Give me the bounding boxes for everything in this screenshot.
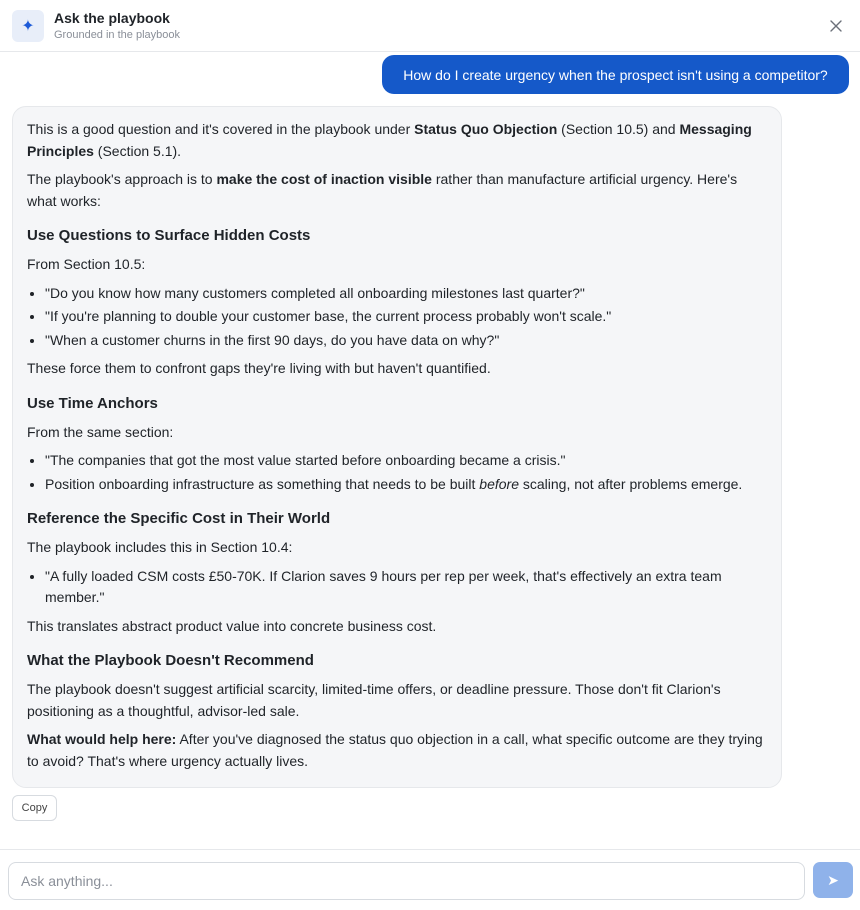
assistant-message bbox=[12, 106, 782, 788]
send-icon: ➤ bbox=[827, 871, 839, 888]
panel-title: Ask the playbook bbox=[54, 10, 170, 26]
send-button[interactable] bbox=[813, 862, 853, 898]
section-body: The playbook doesn't suggest artificial scarcity, limited-time offers, or deadline pressure. Those don't fit Clarion's positioning as a thoughtful, advisor-led sale. bbox=[27, 681, 721, 719]
list-item: • "If you're planning to double your customer base, the current process probably won't scale." bbox=[45, 306, 767, 328]
section-heading: What the Playbook Doesn't Recommend bbox=[27, 652, 314, 669]
answer-intro: This is a good question and it's covered in the playbook under Status Quo Objection (Section 10.5) and Messaging Principles (Section 5.1). bbox=[27, 121, 752, 159]
user-message-text: How do I create urgency when the prospect isn't using a competitor? bbox=[403, 66, 828, 83]
section-closing: These force them to confront gaps they're living with but haven't quantified. bbox=[27, 360, 491, 376]
sparkle-icon: ✦ bbox=[12, 10, 44, 42]
close-icon bbox=[830, 20, 842, 32]
messaging-principles-ref: Messaging Principles bbox=[27, 121, 752, 159]
user-message bbox=[382, 55, 849, 94]
section-closing: This translates abstract product value into concrete business cost. bbox=[27, 617, 437, 634]
bullet-list bbox=[27, 283, 767, 352]
section-heading: Use Questions to Surface Hidden Costs bbox=[27, 227, 311, 244]
close-button[interactable] bbox=[826, 16, 846, 36]
list-item: • "When a customer churns in the first 90 days, do you have data on why?" bbox=[45, 330, 767, 352]
list-item: • "A fully loaded CSM costs £50-70K. If Clarion saves 9 hours per rep per week, that's effectively an extra team member." bbox=[45, 566, 767, 609]
ask-input[interactable] bbox=[8, 862, 805, 900]
bullet-list bbox=[27, 450, 767, 495]
section-lead: The playbook includes this in Section 10.4: bbox=[27, 539, 293, 555]
list-item: • "Do you know how many customers completed all onboarding milestones last quarter?" bbox=[45, 283, 767, 305]
status-quo-objection-ref: Status Quo Objection bbox=[414, 121, 558, 137]
list-item: • Position onboarding infrastructure as something that needs to be built before scaling, not after problems emerge. bbox=[45, 474, 767, 496]
answer-approach: The playbook's approach is to make the cost of inaction visible rather than manufacture artificial urgency. Here's what works: bbox=[27, 171, 738, 209]
section-lead: From Section 10.5: bbox=[27, 256, 146, 272]
bullet-list bbox=[27, 566, 767, 609]
list-item: • "The companies that got the most value started before onboarding became a crisis." bbox=[45, 450, 767, 472]
panel-subtitle: Grounded in the playbook bbox=[54, 29, 180, 41]
section-lead: From the same section: bbox=[27, 423, 174, 440]
section-heading: Reference the Specific Cost in Their World bbox=[27, 510, 331, 527]
help-prompt: What would help here: After you've diagnosed the status quo objection in a call, what specific outcome are they trying to avoid? That's where urgency actually lives. bbox=[27, 731, 763, 769]
section-heading: Use Time Anchors bbox=[27, 394, 158, 412]
panel-header bbox=[0, 0, 860, 52]
copy-button[interactable]: Copy bbox=[12, 795, 57, 821]
